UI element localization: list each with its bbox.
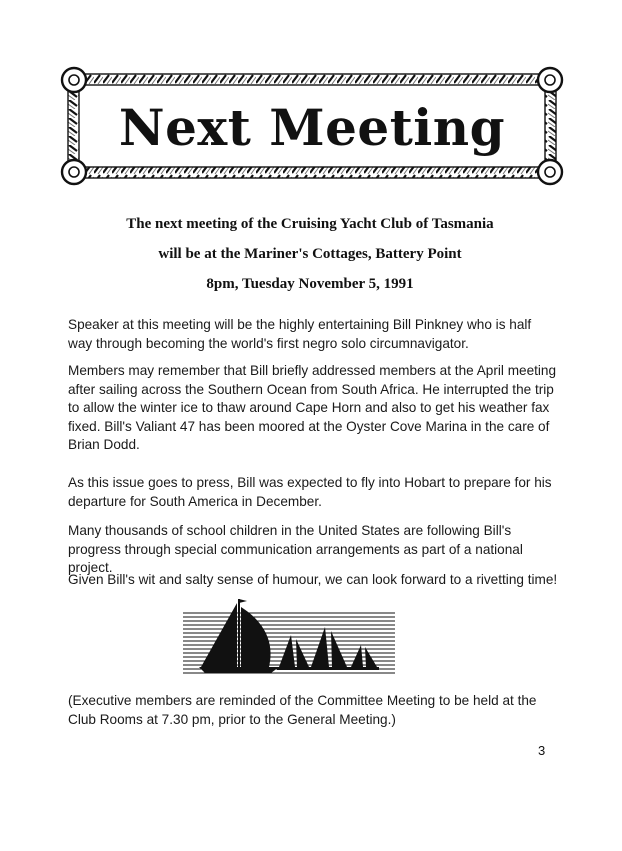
sailboats-illustration (183, 597, 395, 684)
announcement-line-3: 8pm, Tuesday November 5, 1991 (206, 276, 414, 292)
paragraph-school-children: Many thousands of school children in the United States are following Bill's progress through special communication arrangements as part of a national project. (68, 523, 523, 575)
page-number: 3 (538, 743, 546, 758)
paragraph-closing: Given Bill's wit and salty sense of humour, we can look forward to a rivetting time! (68, 572, 558, 587)
paragraph-speaker: Speaker at this meeting will be the highly entertaining Bill Pinkney who is half way through becoming the world's first negro solo circumnavigator. (68, 317, 532, 351)
committee-reminder: (Executive members are reminded of the Committee Meeting to be held at the Club Rooms at 7.30 pm, prior to the General Meeting.) (68, 693, 537, 727)
paragraph-press: As this issue goes to press, Bill was expected to fly into Hobart to prepare for his departure for South America in December. (68, 475, 552, 509)
sailboats-icon (183, 597, 395, 679)
next-meeting-banner (58, 64, 566, 188)
paragraph-members: Members may remember that Bill briefly addressed members at the April meeting after sailing across the Southern Ocean from South Africa. He interrupted the trip to allow the winter ice to thaw around Cape Horn and also to get his weather fax fixed. Bill's Valiant 47 has been moored at the Oyster Cove Marina in the care of Brian Dodd. (68, 363, 557, 452)
announcement-line-1: The next meeting of the Cruising Yacht Club of Tasmania (126, 216, 494, 232)
banner-title: Next Meeting (118, 97, 506, 157)
announcement-line-2: will be at the Mariner's Cottages, Battery Point (158, 246, 462, 262)
